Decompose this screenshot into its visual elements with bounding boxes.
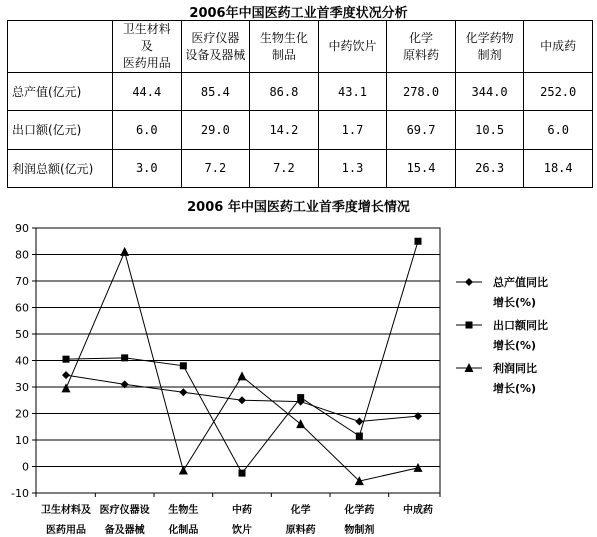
legend-label: 总产值同比 xyxy=(493,276,548,289)
data-point-square xyxy=(239,470,246,477)
table-cell: 43.1 xyxy=(318,73,387,111)
x-category-label: 卫生材料及 xyxy=(41,505,91,516)
table-cell: 69.7 xyxy=(387,111,456,149)
column-header: 中成药 xyxy=(524,21,593,73)
x-category-label: 备及器械 xyxy=(104,525,145,536)
table-cell: 18.4 xyxy=(524,149,593,187)
data-point-diamond xyxy=(238,396,246,404)
legend-label: 增长(%) xyxy=(493,339,537,352)
data-point-triangle xyxy=(62,383,71,392)
row-label: 利润总额(亿元) xyxy=(8,149,113,187)
table-cell: 7.2 xyxy=(181,149,250,187)
table-cell: 86.8 xyxy=(250,73,319,111)
table-cell: 344.0 xyxy=(455,73,524,111)
table-cell: 1.3 xyxy=(318,149,387,187)
data-point-diamond xyxy=(355,417,363,425)
y-tick-label: 20 xyxy=(15,407,29,421)
column-header: 化学药物 制剂 xyxy=(455,21,524,73)
x-category-label: 化制品 xyxy=(168,525,199,536)
data-point-triangle xyxy=(414,463,423,472)
data-point-diamond xyxy=(179,388,187,396)
row-label: 出口额(亿元) xyxy=(8,111,113,149)
column-header: 生物生化 制品 xyxy=(250,21,319,73)
series-line xyxy=(66,252,418,481)
table-cell: 26.3 xyxy=(455,149,524,187)
x-category-label: 中成药 xyxy=(403,505,433,516)
x-category-label: 化学药 xyxy=(344,505,375,516)
table-cell: 1.7 xyxy=(318,111,387,149)
y-tick-label: 30 xyxy=(15,381,29,394)
y-tick-label: 10 xyxy=(15,434,29,447)
y-tick-label: 90 xyxy=(15,222,29,235)
data-point-triangle xyxy=(296,419,305,428)
legend-label: 增长(%) xyxy=(493,382,537,395)
x-category-label: 医药用品 xyxy=(46,525,86,536)
table-cell: 15.4 xyxy=(387,149,456,187)
x-category-label: 医疗仪器设 xyxy=(99,505,150,516)
y-tick-label: 0 xyxy=(22,460,29,474)
x-category-label: 中药 xyxy=(232,505,252,516)
column-header: 中药饮片 xyxy=(318,21,387,73)
x-category-label: 饮片 xyxy=(232,525,252,536)
data-point-square xyxy=(121,354,128,361)
x-category-label: 化学 xyxy=(290,505,311,516)
table-cell: 29.0 xyxy=(181,111,250,149)
row-label: 总产值(亿元) xyxy=(8,73,113,111)
data-point-square xyxy=(415,238,422,245)
data-point-square xyxy=(180,362,187,369)
data-point-square xyxy=(297,394,304,401)
column-header: 化学 原料药 xyxy=(387,21,456,73)
table-cell: 278.0 xyxy=(387,73,456,111)
table-cell: 44.4 xyxy=(113,73,182,111)
data-point-triangle xyxy=(120,247,129,256)
data-point-diamond xyxy=(465,278,473,286)
data-point-diamond xyxy=(62,371,70,379)
table-cell: 3.0 xyxy=(113,149,182,187)
data-point-square xyxy=(466,322,473,329)
y-tick-label: 60 xyxy=(15,301,29,315)
table-cell: 6.0 xyxy=(524,111,593,149)
column-header: 医疗仪器 设备及器械 xyxy=(181,21,250,73)
y-tick-label: 80 xyxy=(15,248,29,262)
x-category-label: 物制剂 xyxy=(344,525,375,536)
y-tick-label: 40 xyxy=(15,354,29,368)
table-cell: 10.5 xyxy=(455,111,524,149)
data-point-square xyxy=(356,433,363,440)
x-category-label: 原料药 xyxy=(285,525,316,536)
data-point-square xyxy=(63,356,70,363)
y-tick-label: 50 xyxy=(15,328,29,341)
table-cell: 252.0 xyxy=(524,73,593,111)
legend-label: 出口额同比 xyxy=(493,319,548,332)
legend-label: 利润同比 xyxy=(493,362,537,375)
legend-label: 增长(%) xyxy=(493,296,537,309)
x-category-label: 生物生 xyxy=(168,505,199,516)
table-title: 2006年中国医药工业首季度状况分析 xyxy=(189,6,408,21)
chart-title: 2006 年中国医药工业首季度增长情况 xyxy=(187,200,410,215)
table-cell: 85.4 xyxy=(181,73,250,111)
series-line xyxy=(66,241,418,473)
table-cell: 14.2 xyxy=(250,111,319,149)
table-cell: 7.2 xyxy=(250,149,319,187)
y-tick-label: 70 xyxy=(15,275,29,288)
table-cell: 6.0 xyxy=(113,111,182,149)
column-header: 卫生材料 及 医药用品 xyxy=(113,21,182,73)
data-point-triangle xyxy=(238,371,247,380)
y-tick-label: -10 xyxy=(11,487,29,500)
